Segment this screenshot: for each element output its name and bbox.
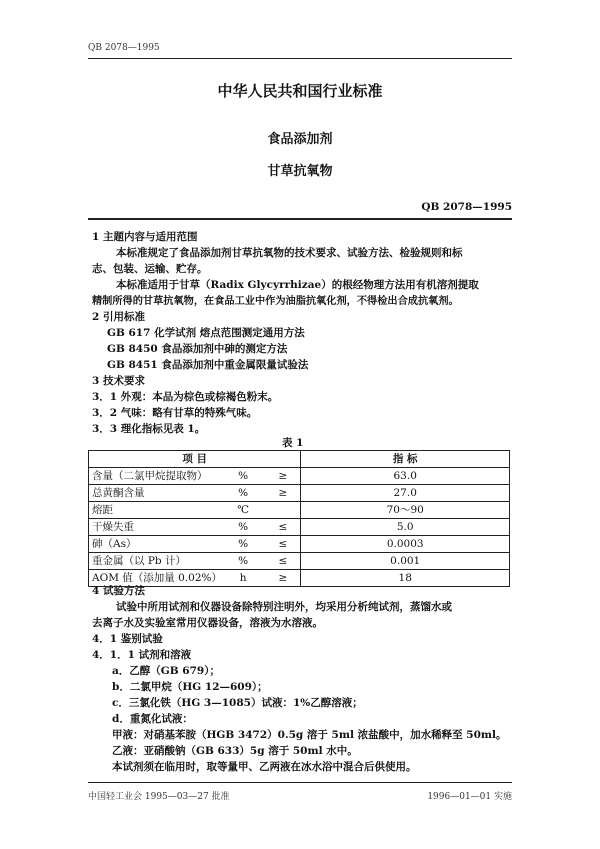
row-name: 干燥失重 — [89, 519, 221, 536]
table-header-row — [89, 451, 510, 468]
row-comparator: ≥ — [265, 570, 300, 587]
reagent-a: a．乙醇（GB 679）； — [112, 665, 220, 677]
row-name: AOM 值（添加量 0.02%） — [89, 570, 221, 587]
table-row — [89, 485, 510, 502]
section-1-paragraph-2-cont: 精制所得的甘草抗氧物，在食品工业中作为油脂抗氧化剂，不得检出合成抗氧剂。 — [92, 295, 459, 307]
section-1-paragraph-1: 本标准规定了食品添加剂甘草抗氧物的技术要求、试验方法、检验规则和标 — [116, 247, 463, 259]
table-row — [89, 468, 510, 485]
section-4-heading: 4 试验方法 — [92, 585, 145, 597]
subtitle-category: 食品添加剂 — [267, 132, 333, 147]
section-1-heading: 1 主题内容与适用范围 — [92, 231, 198, 243]
row-comparator: ≤ — [265, 553, 300, 570]
row-value: 0.0003 — [301, 536, 510, 553]
row-unit: % — [221, 468, 266, 485]
reagent-b: b．二氯甲烷（HG 12—609）； — [112, 681, 268, 693]
table-row — [89, 536, 510, 553]
section-4-1-1-heading: 4．1．1 试剂和溶液 — [92, 649, 192, 661]
row-value: 18 — [301, 570, 510, 587]
row-unit: % — [221, 519, 266, 536]
row-name: 重金属（以 Pb 计） — [89, 553, 221, 570]
section-3-2: 3．2 气味：略有甘草的特殊气味。 — [92, 407, 258, 419]
section-4-paragraph: 试验中所用试剂和仪器设备除特别注明外，均采用分析纯试剂，蒸馏水或 — [116, 601, 452, 613]
section-1-paragraph-1-cont: 志、包装、运输、贮存。 — [92, 263, 208, 275]
row-name: 含量（二氯甲烷提取物） — [89, 468, 221, 485]
section-3-1: 3．1 外观：本品为棕色或棕褐色粉末。 — [92, 391, 279, 403]
title-rule — [88, 218, 512, 220]
running-header: QB 2078—1995 — [88, 43, 160, 53]
row-comparator: ≤ — [265, 519, 300, 536]
solution-a: 甲液：对硝基苯胺（HGB 3472）0.5g 溶于 5ml 浓盐酸中，加水稀释至 50ml。 — [112, 729, 507, 741]
row-unit: h — [221, 570, 266, 587]
effective-date: 1996—01—01 实施 — [427, 792, 512, 802]
footer-rule — [88, 782, 512, 783]
table-row — [89, 570, 510, 587]
row-unit: % — [221, 553, 266, 570]
table-header-index: 指 标 — [301, 451, 510, 468]
table-header-item: 项 目 — [89, 451, 301, 468]
section-1-paragraph-2: 本标准适用于甘草（Radix Glycyrrhizae）的根经物理方法用有机溶剂提取 — [116, 279, 479, 291]
standard-number: QB 2078—1995 — [421, 201, 512, 213]
section-3-3: 3．3 理化指标见表 1。 — [92, 423, 206, 435]
table-row — [89, 553, 510, 570]
row-value: 27.0 — [301, 485, 510, 502]
section-4-1-heading: 4．1 鉴别试验 — [92, 633, 163, 645]
row-comparator: ≥ — [265, 468, 300, 485]
page-title: 中华人民共和国行业标准 — [217, 82, 383, 100]
approval-date: 中国轻工业会 1995—03—27 批准 — [88, 792, 230, 802]
table-caption: 表 1 — [282, 437, 304, 449]
row-value: 5.0 — [301, 519, 510, 536]
header-rule — [88, 58, 512, 59]
subtitle-product: 甘草抗氧物 — [267, 164, 333, 179]
usage-note: 本试剂须在临用时，取等量甲、乙两液在冰水浴中混合后供使用。 — [112, 761, 417, 773]
solution-b: 乙液：亚硝酸钠（GB 633）5g 溶于 50ml 水中。 — [112, 745, 358, 757]
reference-gb617: GB 617 化学试剂 熔点范围测定通用方法 — [107, 327, 305, 339]
section-4-paragraph-cont: 去离子水及实验室常用仪器设备，溶液为水溶液。 — [92, 617, 323, 629]
row-unit: % — [221, 536, 266, 553]
reference-gb8450: GB 8450 食品添加剂中砷的测定方法 — [107, 343, 288, 355]
table-row — [89, 502, 510, 519]
row-value: 63.0 — [301, 468, 510, 485]
reagent-d: d．重氮化试液： — [112, 713, 193, 725]
reagent-c: c．三氯化铁（HG 3—1085）试液：1%乙醇溶液； — [112, 697, 363, 709]
table-row — [89, 519, 510, 536]
section-2-heading: 2 引用标准 — [92, 311, 145, 323]
section-3-heading: 3 技术要求 — [92, 375, 145, 387]
row-comparator: ≤ — [265, 536, 300, 553]
row-unit: ℃ — [221, 502, 266, 519]
row-name: 砷（As） — [89, 536, 221, 553]
row-comparator — [265, 502, 300, 519]
reference-gb8451: GB 8451 食品添加剂中重金属限量试验法 — [107, 359, 309, 371]
row-name: 熔距 — [89, 502, 221, 519]
row-value: 0.001 — [301, 553, 510, 570]
specification-table — [88, 450, 510, 587]
row-unit: % — [221, 485, 266, 502]
row-comparator: ≥ — [265, 485, 300, 502]
row-name: 总黄酮含量 — [89, 485, 221, 502]
row-value: 70～90 — [301, 502, 510, 519]
